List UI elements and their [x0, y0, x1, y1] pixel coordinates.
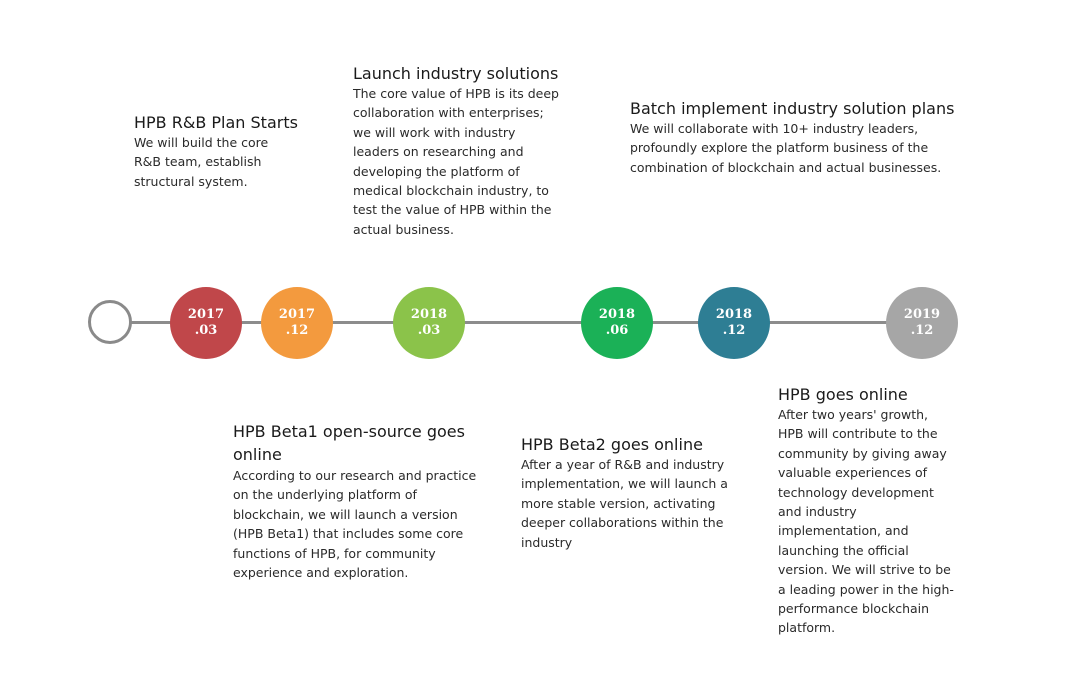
milestone-month: .06	[605, 323, 629, 338]
milestone-year: 2017	[187, 307, 225, 322]
event-description: According to our research and practice on the underlying platform of blockchain, we will launch a version (HPB Beta1) that includes some core functions of HPB, for community experience and exploration.	[233, 468, 477, 581]
event-rb-plan-starts	[134, 112, 334, 191]
event-description: We will build the core R&B team, establish structural system.	[134, 135, 269, 189]
event-hpb-goes-online	[778, 384, 978, 638]
timeline-start-marker	[88, 300, 132, 344]
timeline-line	[130, 321, 890, 324]
event-title: HPB Beta1 open-source goes online	[233, 422, 465, 464]
milestone-year: 2019	[903, 307, 941, 322]
event-title: HPB goes online	[778, 385, 908, 404]
milestone-month: .03	[417, 323, 441, 338]
milestone-year: 2018	[598, 307, 636, 322]
milestone-year: 2018	[410, 307, 448, 322]
event-batch-implement-solutions	[630, 98, 970, 177]
milestone-month: .12	[285, 323, 309, 338]
milestone-2018-12	[698, 287, 770, 359]
milestone-2017-03	[170, 287, 242, 359]
milestone-2017-12	[261, 287, 333, 359]
milestone-year: 2018	[715, 307, 753, 322]
event-title: Batch implement industry solution plans	[630, 99, 955, 118]
event-title: Launch industry solutions	[353, 64, 559, 83]
milestone-2018-06	[581, 287, 653, 359]
event-description: After two years' growth, HPB will contribute to the community by giving away valuable experiences of technology development and industry implementation, and launching the official version. We will strive to be a leading power in the high- performance blockchain platform.	[778, 407, 954, 636]
event-launch-industry-solutions	[353, 63, 593, 239]
milestone-year: 2017	[278, 307, 316, 322]
event-beta2-online	[521, 434, 751, 552]
milestone-month: .12	[722, 323, 746, 338]
event-title: HPB Beta2 goes online	[521, 435, 703, 454]
event-beta1-online	[233, 420, 495, 582]
milestone-2019-12	[886, 287, 958, 359]
milestone-month: .12	[910, 323, 934, 338]
event-description: After a year of R&B and industry implementation, we will launch a more stable version, activating deeper collaborations within the industry	[521, 457, 728, 550]
event-description: We will collaborate with 10+ industry leaders, profoundly explore the platform business of the combination of blockchain and actual businesses.	[630, 121, 942, 175]
milestone-2018-03	[393, 287, 465, 359]
milestone-month: .03	[194, 323, 218, 338]
event-title: HPB R&B Plan Starts	[134, 113, 298, 132]
event-description: The core value of HPB is its deep collaboration with enterprises; we will work with industry leaders on researching and developing the platform of medical blockchain industry, to test the value of HPB within the actual business.	[353, 86, 559, 237]
